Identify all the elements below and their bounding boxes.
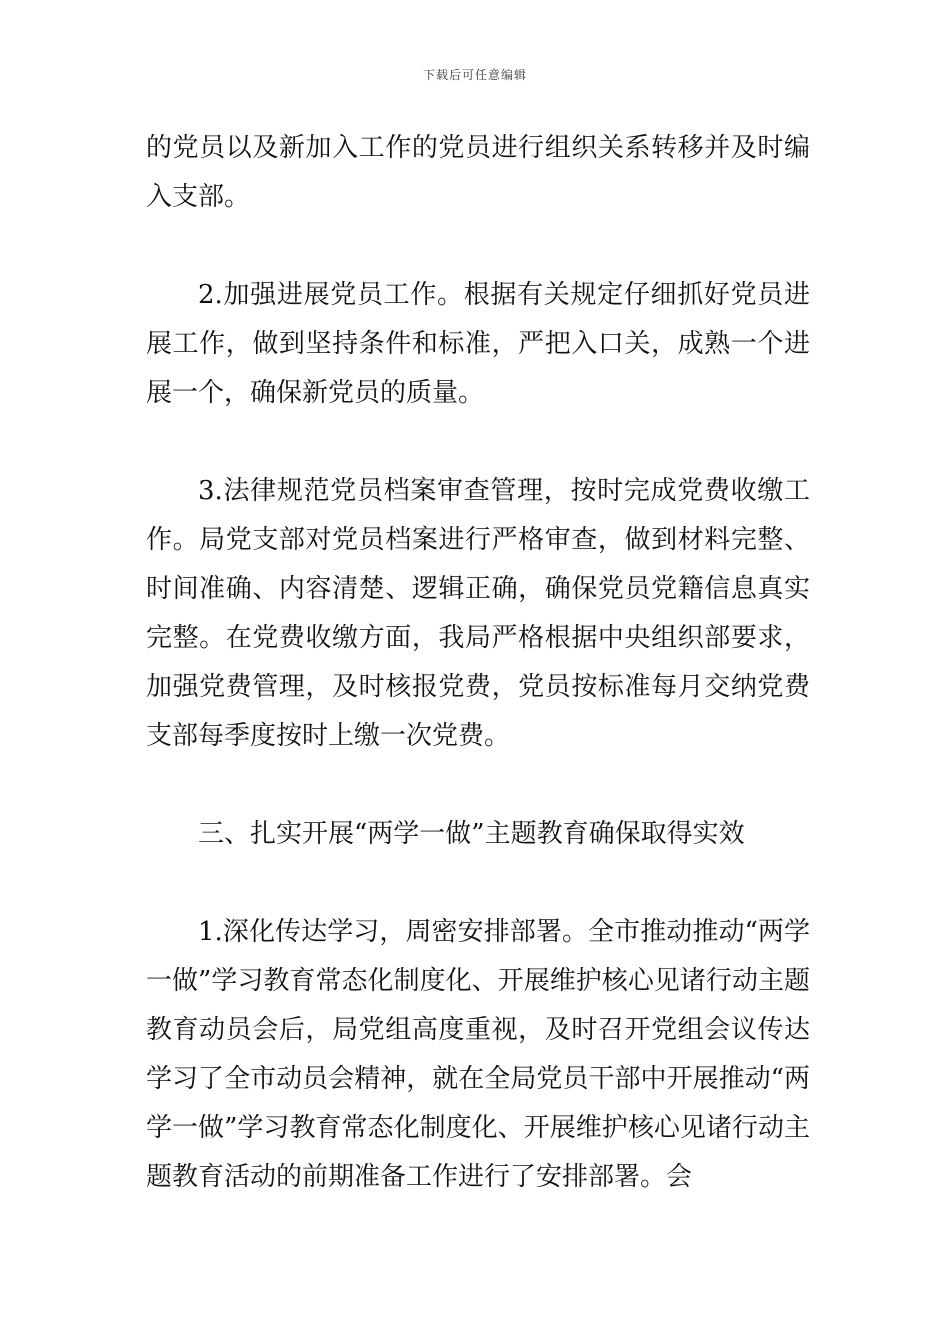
paragraph-item-3: 3.法律规范党员档案审查管理，按时完成党费收缴工作。局党支部对党员档案进行严格审查，做到材料完整、时间准确、内容清楚、逻辑正确，确保党员党籍信息真实完整。在党费收缴方面，我局严格根据中央组织部要求，加强党费管理，及时核报党费，党员按标准每月交纳党费支部每季度按时上缴一次党费。	[146, 476, 810, 751]
paragraph-item-2: 2.加强进展党员工作。根据有关规定仔细抓好党员进展工作，做到坚持条件和标准，严把入口关，成熟一个进展一个，确保新党员的质量。	[146, 280, 810, 408]
page-header-note: 下载后可任意编辑	[422, 68, 527, 82]
paragraph-section3-item-1: 1.深化传达学习，周密安排部署。全市推动推动“两学一做”学习教育常态化制度化、开展维护核心见诸行动主题教育动员会后，局党组高度重视，及时召开党组会议传达学习了全市动员会精神，就在全局党员干部中开展推动“两学一做”学习教育常态化制度化、开展维护核心见诸行动主题教育活动的前期准备工作进行了安排部署。会	[146, 917, 810, 1192]
paragraph-gap	[146, 859, 810, 908]
paragraph-gap	[146, 418, 810, 467]
section-heading-3: 三、扎实开展“两学一做”主题教育确保取得实效	[198, 819, 745, 849]
paragraph-gap	[146, 761, 810, 810]
paragraph-continuation: 的党员以及新加入工作的党员进行组织关系转移并及时编入支部。	[146, 133, 810, 212]
paragraph-gap	[146, 222, 810, 271]
document-body	[146, 124, 810, 1202]
